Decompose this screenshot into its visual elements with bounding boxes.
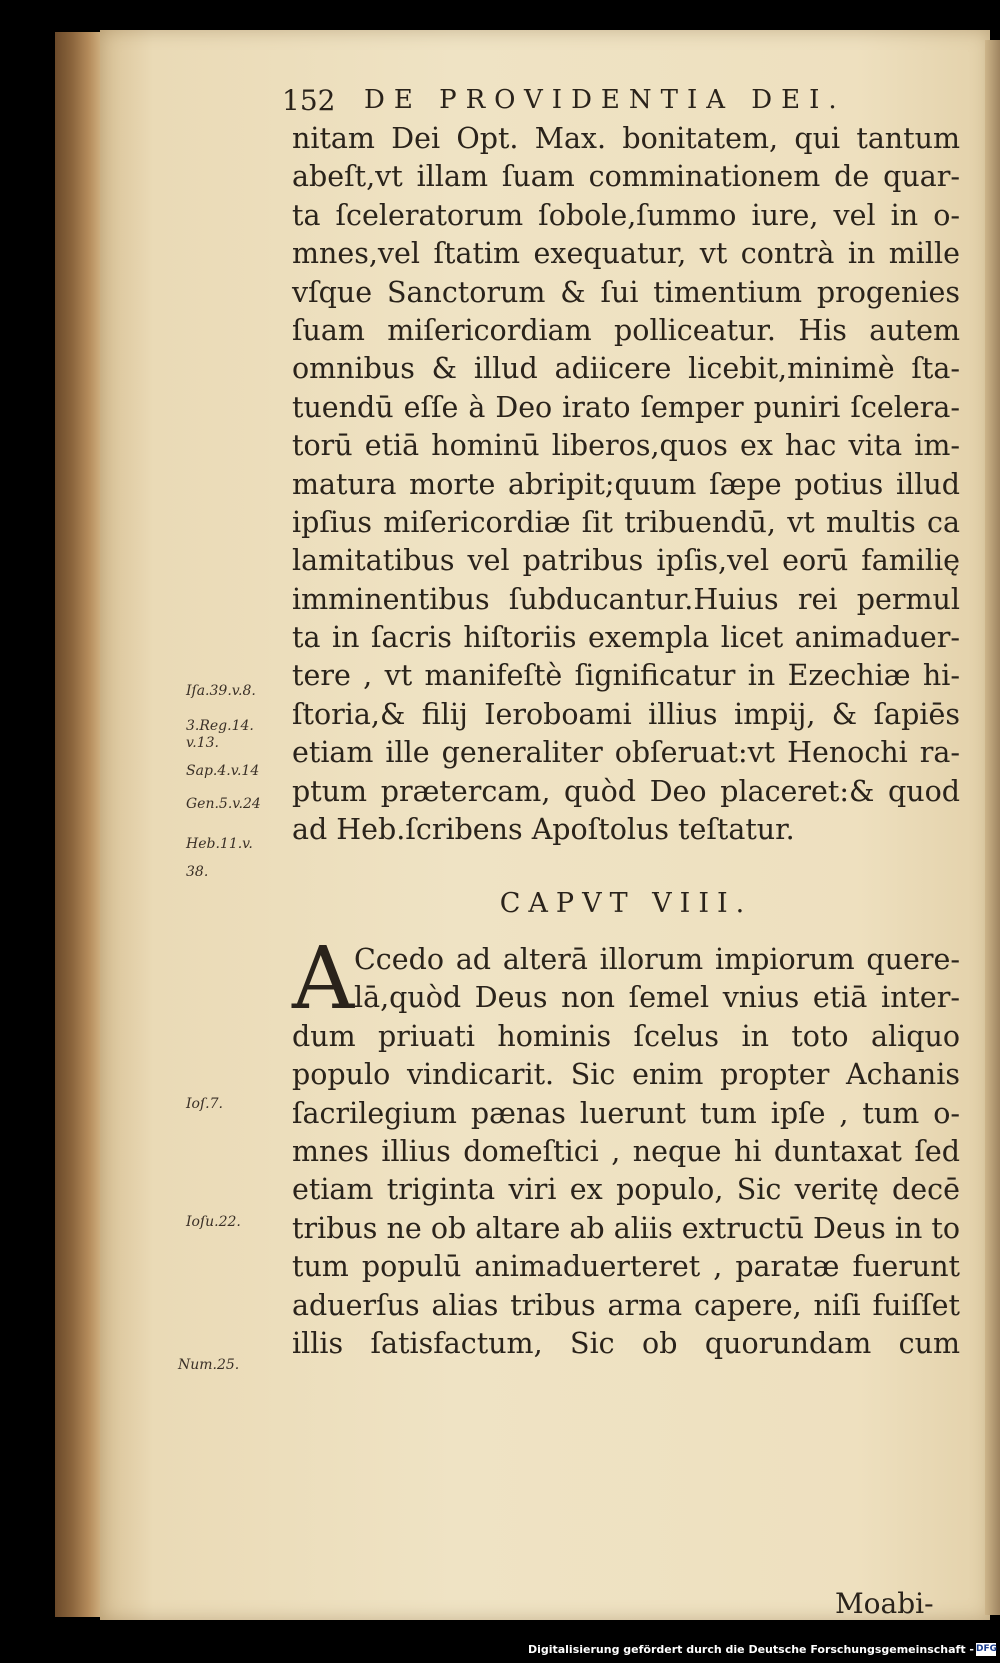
dfg-logo-icon: DFG — [976, 1644, 998, 1654]
text-line: ſtoria,& filij Ieroboami illius impij, & ſapiēs — [292, 697, 960, 731]
text-line: tere , vt manifeſtè ſignificatur in Ezechiæ hi- — [292, 659, 960, 693]
text-line: imminentibus ſubducantur.Huius rei permul — [292, 582, 960, 616]
running-title: DE PROVIDENTIA DEI. — [364, 85, 846, 115]
paragraph-1 — [292, 120, 960, 849]
text-line: mnes illius domeſtici , neque hi duntaxat ſed — [292, 1134, 960, 1168]
marginal-note: Num.25. — [178, 1357, 240, 1373]
funding-credit: Digitalisierung gefördert durch die Deutsche Forschungsgemeinschaft - — [527, 1643, 974, 1656]
paragraph-2 — [292, 929, 960, 1363]
marginal-note: Ioſ.7. — [186, 1096, 223, 1112]
marginal-note: Gen.5.v.24 — [186, 796, 261, 812]
text-line: etiam ille generaliter obſeruat:vt Henochi ra- — [292, 736, 960, 770]
marginal-note: Sap.4.v.14 — [186, 763, 260, 779]
text-line: mnes,vel ſtatim exequatur, vt contrà in mille — [292, 237, 960, 271]
running-head — [282, 80, 902, 120]
text-line: matura morte abripit;quum ſæpe potius illud — [292, 467, 960, 501]
chapter-heading: CAPVT VIII. — [499, 888, 753, 919]
text-line: ipſius miſericordiæ ſit tribuendū, vt multis ca — [292, 505, 960, 539]
text-line: ſuam miſericordiam polliceatur. His autem — [292, 313, 960, 347]
text-line: ſacrilegium pænas luerunt tum ipſe , tum o- — [292, 1096, 960, 1130]
text-line: illis ſatisfactum, Sic ob quorundam cum — [292, 1326, 960, 1360]
text-line: tum populū animaduerteret , paratæ fuerunt — [292, 1250, 960, 1284]
text-line: ad Heb.ſcribens Apoſtolus teſtatur. — [292, 813, 795, 847]
text-line: torū etiā hominū liberos,quos ex hac vita im- — [292, 429, 960, 463]
page-edge — [985, 40, 1000, 1615]
page-number: 152 — [282, 83, 336, 117]
marginal-note: Ioſu.22. — [186, 1214, 241, 1230]
text-line: lamitatibus vel patribus ipſis,vel eorū familię — [292, 544, 960, 578]
text-line: dum priuati hominis ſcelus in toto aliquo — [292, 1019, 960, 1053]
text-line: ta in ſacris hiſtoriis exempla licet animaduer- — [292, 621, 960, 655]
text-line: omnibus & illud adiicere licebit,minimè ſta- — [292, 352, 960, 386]
text-line: lā,quòd Deus non ſemel vnius etiā inter- — [354, 981, 960, 1015]
marginal-note: 38. — [186, 864, 209, 880]
text-line: tuendū eſſe à Deo irato ſemper puniri ſcelera- — [292, 390, 960, 424]
text-line: Ccedo ad alterā illorum impiorum quere- — [354, 943, 960, 976]
catchword: Moabi- — [835, 1587, 934, 1620]
book-binding — [55, 32, 103, 1617]
text-line: ta ſceleratorum ſobole,ſummo iure, vel in o- — [292, 198, 960, 232]
marginal-note: v.13. — [186, 735, 219, 751]
text-line: vſque Sanctorum & ſui timentium progenies — [292, 275, 960, 309]
text-line: etiam triginta viri ex populo, Sic veritę decē — [292, 1173, 960, 1207]
text-line: ptum prætercam, quòd Deo placeret:& quod — [292, 774, 960, 808]
marginal-note: Heb.11.v. — [186, 836, 253, 852]
text-line: abeſt,vt illam ſuam comminationem de quar- — [292, 160, 960, 194]
marginal-note: 3.Reg.14. — [186, 718, 254, 734]
text-line: aduerſus alias tribus arma capere, niſi fuiſſet — [292, 1288, 960, 1322]
text-line: nitam Dei Opt. Max. bonitatem, qui tantum — [292, 122, 960, 155]
text-line: populo vindicarit. Sic enim propter Achanis — [292, 1058, 960, 1092]
drop-cap: A — [292, 929, 355, 1029]
marginal-note: Iſa.39.v.8. — [186, 683, 256, 699]
text-line: tribus ne ob altare ab aliis extructū Deus in to — [292, 1211, 960, 1245]
